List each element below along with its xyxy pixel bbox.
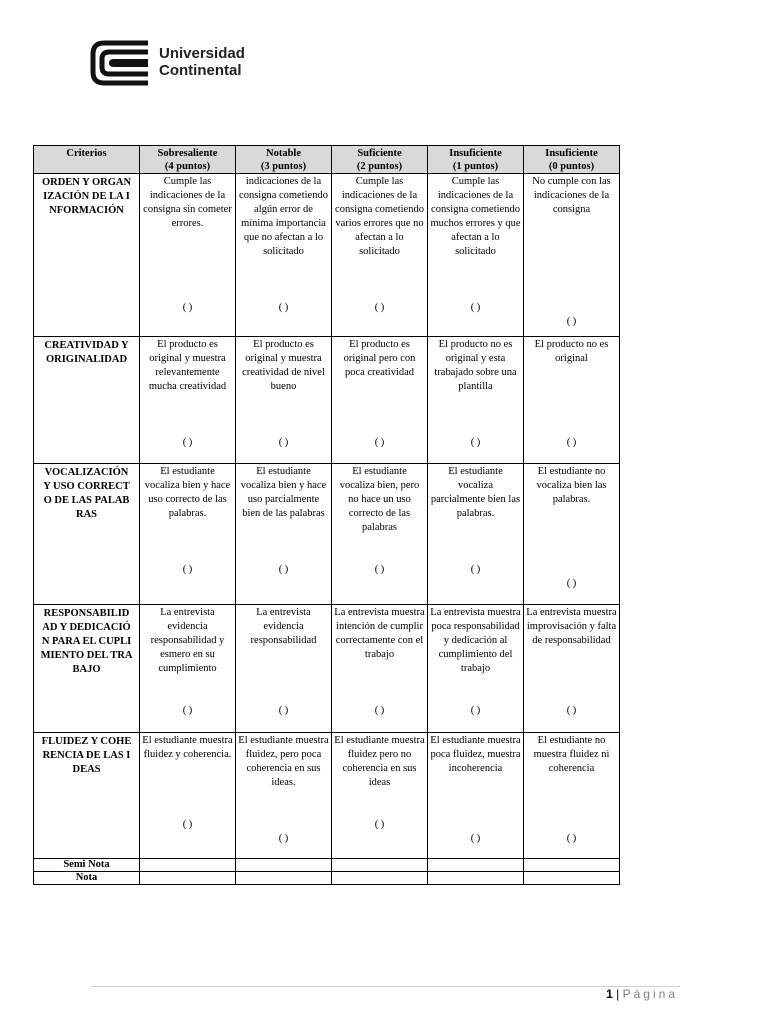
footer-separator: | bbox=[616, 987, 620, 1001]
score-checkbox[interactable]: ( ) bbox=[566, 705, 577, 716]
footer-divider bbox=[92, 986, 680, 987]
score-field[interactable] bbox=[524, 872, 620, 885]
score-checkbox[interactable]: ( ) bbox=[374, 705, 385, 716]
rubric-cell: El estudiante vocaliza bien, pero no hace un uso correcto de las palabras ( ) bbox=[332, 464, 428, 605]
rubric-cell: El producto no es original ( ) bbox=[524, 337, 620, 464]
score-checkbox[interactable]: ( ) bbox=[278, 564, 289, 575]
rubric-cell: El producto es original y muestra creatividad de nivel bueno ( ) bbox=[236, 337, 332, 464]
score-field[interactable] bbox=[236, 872, 332, 885]
header-insuficiente-0: Insuficiente (0 puntos) bbox=[524, 146, 620, 174]
score-checkbox[interactable]: ( ) bbox=[182, 705, 193, 716]
score-field[interactable] bbox=[236, 859, 332, 872]
score-field[interactable] bbox=[428, 859, 524, 872]
semi-nota-label: Semi Nota bbox=[34, 859, 140, 872]
rubric-cell: La entrevista muestra intención de cumplir correctamente con el trabajo ( ) bbox=[332, 605, 428, 733]
page-footer bbox=[606, 987, 678, 1001]
score-checkbox[interactable]: ( ) bbox=[278, 833, 289, 844]
score-field[interactable] bbox=[332, 872, 428, 885]
rubric-cell: El estudiante muestra fluidez pero no coherencia en sus ideas ( ) bbox=[332, 733, 428, 859]
score-checkbox[interactable]: ( ) bbox=[470, 302, 481, 313]
score-checkbox[interactable]: ( ) bbox=[470, 833, 481, 844]
page-number: 1 bbox=[606, 987, 613, 1001]
score-checkbox[interactable]: ( ) bbox=[182, 564, 193, 575]
score-checkbox[interactable]: ( ) bbox=[374, 564, 385, 575]
score-field[interactable] bbox=[428, 872, 524, 885]
rubric-cell: El producto es original y muestra relevantemente mucha creatividad ( ) bbox=[140, 337, 236, 464]
nota-label: Nota bbox=[34, 872, 140, 885]
header-suficiente: Suficiente (2 puntos) bbox=[332, 146, 428, 174]
table-row bbox=[34, 605, 620, 733]
rubric-cell: Cumple las indicaciones de la consigna sin cometer errores. ( ) bbox=[140, 174, 236, 337]
score-checkbox[interactable]: ( ) bbox=[278, 705, 289, 716]
score-checkbox[interactable]: ( ) bbox=[374, 437, 385, 448]
rubric-cell: La entrevista evidencia responsabilidad y esmero en su cumplimiento ( ) bbox=[140, 605, 236, 733]
university-logo bbox=[90, 40, 260, 88]
criterion-fluidez: FLUIDEZ Y COHERENCIA DE LAS IDEAS bbox=[34, 733, 140, 859]
score-checkbox[interactable]: ( ) bbox=[566, 833, 577, 844]
score-checkbox[interactable]: ( ) bbox=[374, 302, 385, 313]
score-checkbox[interactable]: ( ) bbox=[374, 819, 385, 830]
score-field[interactable] bbox=[140, 859, 236, 872]
rubric-cell: La entrevista muestra poca responsabilidad y dedicación al cumplimiento del trabajo ( ) bbox=[428, 605, 524, 733]
table-row bbox=[34, 174, 620, 337]
header-row bbox=[34, 146, 620, 174]
rubric-cell: El estudiante no muestra fluidez ni coherencia ( ) bbox=[524, 733, 620, 859]
rubric-cell: El estudiante vocaliza bien y hace uso correcto de las palabras. ( ) bbox=[140, 464, 236, 605]
score-checkbox[interactable]: ( ) bbox=[278, 302, 289, 313]
header-criterios: Criterios bbox=[34, 146, 140, 174]
logo-line-2: Continental bbox=[159, 62, 242, 79]
header-insuficiente-1: Insuficiente (1 puntos) bbox=[428, 146, 524, 174]
score-checkbox[interactable]: ( ) bbox=[470, 437, 481, 448]
rubric-cell: El producto es original pero con poca creatividad ( ) bbox=[332, 337, 428, 464]
rubric-cell: El estudiante vocaliza parcialmente bien las palabras. ( ) bbox=[428, 464, 524, 605]
criterion-creatividad: CREATIVIDAD Y ORIGINALIDAD bbox=[34, 337, 140, 464]
rubric-cell: La entrevista evidencia responsabilidad ( ) bbox=[236, 605, 332, 733]
score-checkbox[interactable]: ( ) bbox=[278, 437, 289, 448]
rubric-cell: El producto no es original y esta trabajado sobre una plantilla ( ) bbox=[428, 337, 524, 464]
rubric-cell: El estudiante muestra poca fluidez, muestra incoherencia ( ) bbox=[428, 733, 524, 859]
score-checkbox[interactable]: ( ) bbox=[566, 578, 577, 589]
rubric-cell: Cumple las indicaciones de la consigna cometiendo varios errores que no afectan a lo solicitado ( ) bbox=[332, 174, 428, 337]
universidad-continental-c-logo-icon bbox=[90, 40, 152, 86]
nota-row bbox=[34, 872, 620, 885]
rubric-cell: La entrevista muestra improvisación y falta de responsabilidad ( ) bbox=[524, 605, 620, 733]
score-field[interactable] bbox=[140, 872, 236, 885]
rubric-cell: El estudiante muestra fluidez, pero poca coherencia en sus ideas. ( ) bbox=[236, 733, 332, 859]
header-sobresaliente: Sobresaliente (4 puntos) bbox=[140, 146, 236, 174]
score-checkbox[interactable]: ( ) bbox=[470, 705, 481, 716]
table-row bbox=[34, 337, 620, 464]
table-row bbox=[34, 733, 620, 859]
page-word: Página bbox=[622, 987, 678, 1001]
rubric-table bbox=[33, 145, 620, 885]
score-field[interactable] bbox=[524, 859, 620, 872]
logo-wordmark bbox=[159, 45, 245, 79]
score-checkbox[interactable]: ( ) bbox=[470, 564, 481, 575]
score-field[interactable] bbox=[332, 859, 428, 872]
semi-nota-row bbox=[34, 859, 620, 872]
rubric-cell: El estudiante muestra fluidez y coherencia. ( ) bbox=[140, 733, 236, 859]
rubric-cell: No cumple con las indicaciones de la consigna ( ) bbox=[524, 174, 620, 337]
rubric-cell: El estudiante no vocaliza bien las palabras. ( ) bbox=[524, 464, 620, 605]
header-notable: Notable (3 puntos) bbox=[236, 146, 332, 174]
criterion-responsabilidad: RESPONSABILIDAD Y DEDICACIÓN PARA EL CUPLIMIENTO DEL TRABAJO bbox=[34, 605, 140, 733]
rubric-cell: indicaciones de la consigna cometiendo algún error de mínima importancia que no afectan a lo solicitado ( ) bbox=[236, 174, 332, 337]
criterion-vocalizacion: VOCALIZACIÓN Y USO CORRECTO DE LAS PALABRAS bbox=[34, 464, 140, 605]
logo-line-1: Universidad bbox=[159, 45, 245, 62]
score-checkbox[interactable]: ( ) bbox=[182, 302, 193, 313]
score-checkbox[interactable]: ( ) bbox=[182, 819, 193, 830]
rubric-cell: Cumple las indicaciones de la consigna cometiendo muchos errores y que afectan a lo solicitado ( ) bbox=[428, 174, 524, 337]
table-row bbox=[34, 464, 620, 605]
score-checkbox[interactable]: ( ) bbox=[182, 437, 193, 448]
score-checkbox[interactable]: ( ) bbox=[566, 316, 577, 327]
rubric-cell: El estudiante vocaliza bien y hace uso parcialmente bien de las palabras ( ) bbox=[236, 464, 332, 605]
score-checkbox[interactable]: ( ) bbox=[566, 437, 577, 448]
criterion-orden: ORDEN Y ORGANIZACIÓN DE LA INFORMACIÓN bbox=[34, 174, 140, 337]
